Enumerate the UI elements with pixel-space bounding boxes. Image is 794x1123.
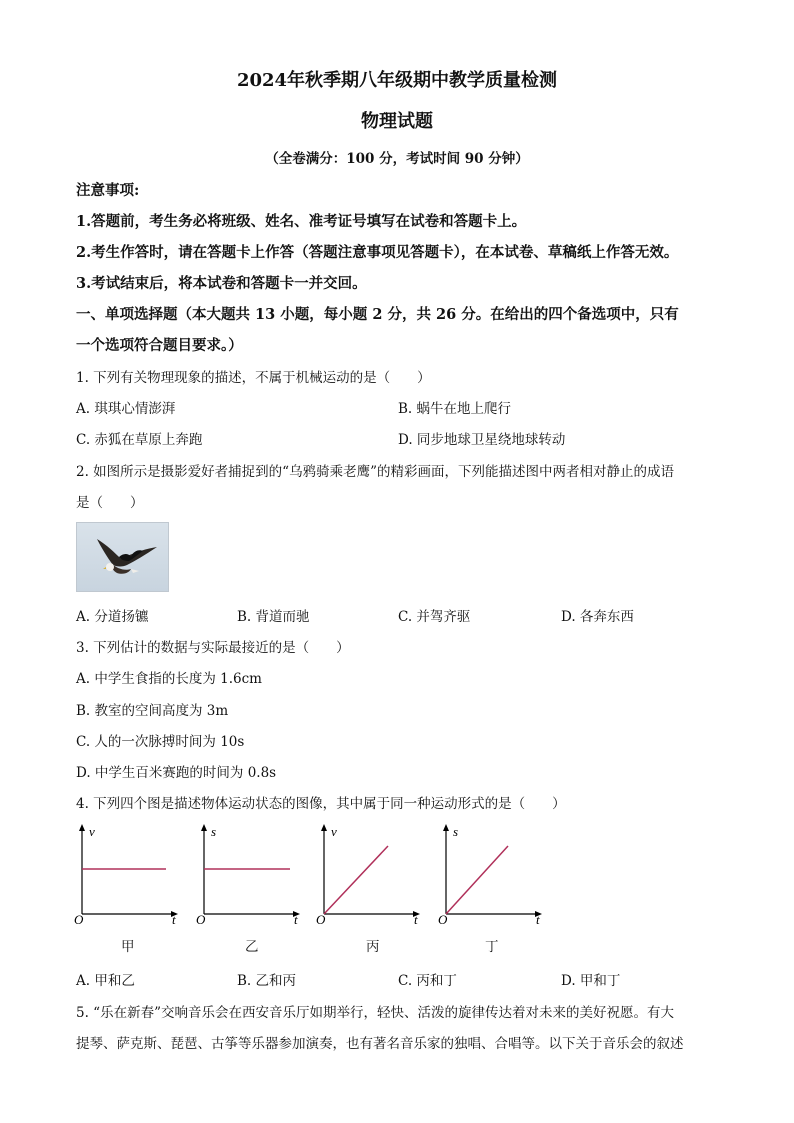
x-axis-label: t — [294, 912, 298, 927]
y-axis-arrow — [79, 824, 85, 831]
y-axis-label: s — [453, 824, 459, 839]
graph-caption-jia: 甲 — [121, 939, 135, 955]
question-2-stem: 2. 如图所示是摄影爱好者捕捉到的“乌鸦骑乘老鹰”的精彩画面，下列能描述图中两者相对静止的成语 — [76, 464, 674, 480]
notice-item: 3.考试结束后，将本试卷和答题卡一并交回。 — [76, 275, 367, 292]
q3-option-d: D. 中学生百米赛跑的时间为 0.8s — [76, 765, 277, 781]
q4-option-b: B. 乙和丙 — [237, 973, 297, 989]
question-3-stem: 3. 下列估计的数据与实际最接近的是（ ） — [76, 640, 350, 656]
y-axis-arrow — [443, 824, 449, 831]
question-2-stem-cont: 是（ ） — [76, 495, 144, 511]
origin-label: O — [316, 912, 326, 927]
q4-option-c: C. 丙和丁 — [398, 973, 457, 989]
graph-yi — [196, 818, 316, 930]
origin-label: O — [74, 912, 84, 927]
q3-option-a: A. 中学生食指的长度为 1.6cm — [76, 671, 262, 687]
section-heading-cont: 一个选项符合题目要求。） — [76, 337, 243, 354]
notice-heading: 注意事项: — [76, 182, 140, 199]
y-axis-arrow — [201, 824, 207, 831]
q4-option-a: A. 甲和乙 — [76, 973, 135, 989]
origin-label: O — [438, 912, 448, 927]
subject-title: 物理试题 — [361, 111, 433, 132]
section-heading: 一、单项选择题（本大题共 13 小题，每小题 2 分，共 26 分。在给出的四个备选项中，只有 — [76, 306, 679, 323]
q1-option-a: A. 琪琪心情澎湃 — [76, 401, 176, 417]
q1-option-d: D. 同步地球卫星绕地球转动 — [398, 432, 566, 448]
graph-bing — [316, 818, 436, 930]
q2-option-d: D. 各奔东西 — [561, 609, 634, 625]
x-axis-label: t — [172, 912, 176, 927]
q1-option-c: C. 赤狐在草原上奔跑 — [76, 432, 203, 448]
q4-option-d: D. 甲和丁 — [561, 973, 621, 989]
question-5-stem-cont: 提琴、萨克斯、琵琶、古筝等乐器参加演奏，也有著名音乐家的独唱、合唱等。以下关于音乐会的叙述 — [76, 1036, 684, 1052]
graph-line — [446, 846, 508, 914]
x-axis-label: t — [414, 912, 418, 927]
exam-title: 2024年秋季期八年级期中教学质量检测 — [236, 70, 558, 91]
question-1-stem: 1. 下列有关物理现象的描述，不属于机械运动的是（ ） — [76, 370, 431, 386]
crow-riding-eagle-photo — [76, 522, 169, 592]
x-axis-label: t — [536, 912, 540, 927]
notice-item: 1.答题前，考生务必将班级、姓名、准考证号填写在试卷和答题卡上。 — [76, 213, 527, 230]
q2-option-a: A. 分道扬镳 — [76, 609, 149, 625]
q3-option-b: B. 教室的空间高度为 3m — [76, 703, 229, 719]
graph-caption-yi: 乙 — [245, 939, 259, 955]
origin-label: O — [196, 912, 206, 927]
eagle-crow-illustration — [77, 523, 168, 591]
graph-line — [324, 846, 388, 914]
y-axis-arrow — [321, 824, 327, 831]
exam-note: （全卷满分：100 分，考试时间 90 分钟） — [265, 151, 529, 167]
question-4-stem: 4. 下列四个图是描述物体运动状态的图像，其中属于同一种运动形式的是（ ） — [76, 796, 566, 812]
question-5-stem: 5. “乐在新春”交响音乐会在西安音乐厅如期举行，轻快、活泼的旋律传达着对未来的美好祝愿。有大 — [76, 1005, 674, 1021]
q1-option-b: B. 蜗牛在地上爬行 — [398, 401, 512, 417]
q3-option-c: C. 人的一次脉搏时间为 10s — [76, 734, 245, 750]
y-axis-label: v — [89, 824, 95, 839]
graph-caption-ding: 丁 — [485, 939, 499, 955]
y-axis-label: v — [331, 824, 337, 839]
q2-option-c: C. 并驾齐驱 — [398, 609, 471, 625]
q2-option-b: B. 背道而驰 — [237, 609, 310, 625]
graph-ding — [438, 818, 558, 930]
y-axis-label: s — [211, 824, 217, 839]
graph-caption-bing: 丙 — [366, 939, 380, 955]
graph-jia — [74, 818, 194, 930]
notice-item: 2.考生作答时，请在答题卡上作答（答题注意事项见答题卡），在本试卷、草稿纸上作答无效。 — [76, 244, 679, 261]
